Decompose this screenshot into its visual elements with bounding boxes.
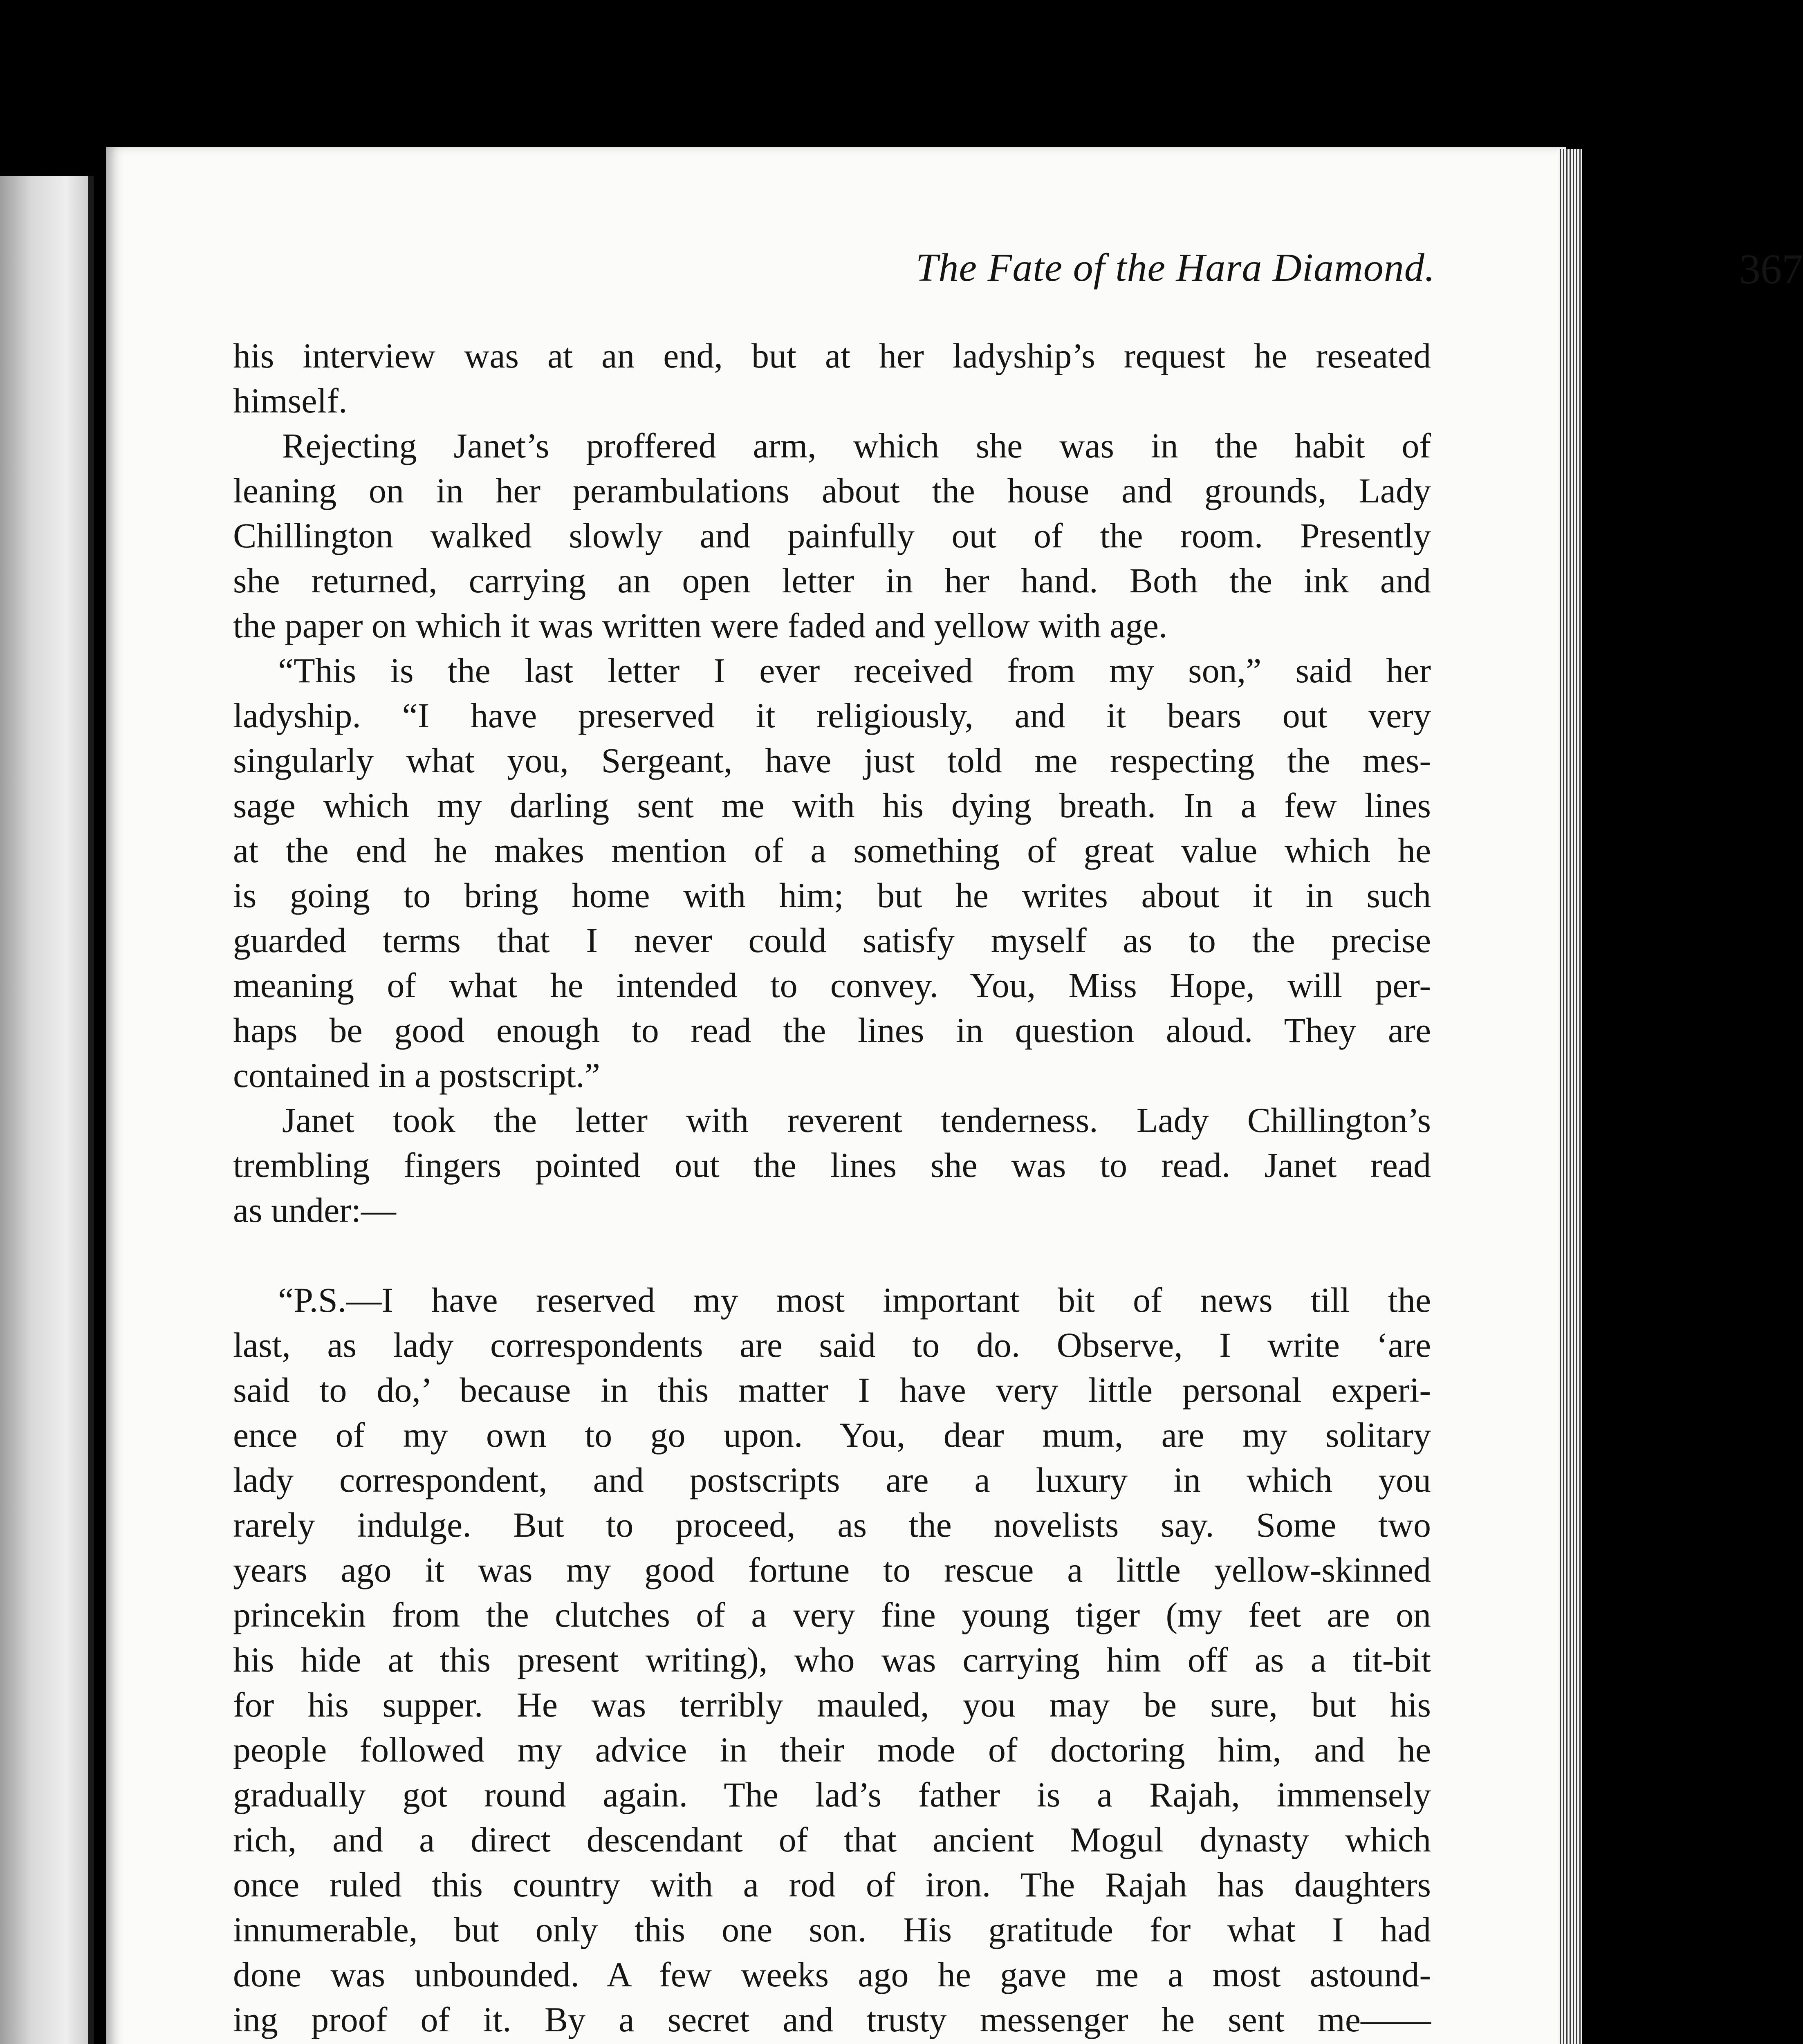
text-line: for his supper. He was terribly mauled, you may be sure, but his <box>233 1685 1431 1724</box>
text-line: is going to bring home with him; but he writes about it in such <box>233 876 1431 915</box>
text-line: as under:— <box>233 1190 396 1230</box>
text-line: guarded terms that I never could satisfy myself as to the precise <box>233 921 1431 960</box>
text-line: ing proof of it. By a secret and trusty messenger he sent me—— <box>233 2000 1431 2039</box>
text-line: sage which my darling sent me with his dying breath. In a few lines <box>233 786 1431 825</box>
text-line: leaning on in her perambulations about the house and grounds, Lady <box>233 471 1431 510</box>
text-line: princekin from the clutches of a very fine young tiger (my feet are on <box>233 1595 1431 1634</box>
text-line: ence of my own to go upon. You, dear mum, are my solitary <box>233 1415 1431 1455</box>
text-line: last, as lady correspondents are said to do. Observe, I write ‘are <box>233 1325 1431 1365</box>
text-line: rich, and a direct descendant of that ancient Mogul dynasty which <box>233 1820 1431 1859</box>
text-line: years ago it was my good fortune to rescue a little yellow-skinned <box>233 1550 1431 1589</box>
text-line: ladyship. “I have preserved it religiously, and it bears out very <box>233 696 1431 735</box>
text-line: at the end he makes mention of a something of great value which he <box>233 831 1431 870</box>
page-number: 367 <box>1739 246 1803 293</box>
left-page-edge <box>0 176 94 2044</box>
text-line: once ruled this country with a rod of iron. The Rajah has daughters <box>233 1865 1431 1904</box>
page-stack-edge <box>1558 149 1582 2044</box>
text-line: people followed my advice in their mode of doctoring him, and he <box>233 1730 1431 1769</box>
text-line: trembling fingers pointed out the lines she was to read. Janet read <box>233 1145 1431 1185</box>
text-line: Janet took the letter with reverent tenderness. Lady Chillington’s <box>282 1100 1431 1140</box>
text-line: haps be good enough to read the lines in question aloud. They are <box>233 1011 1431 1050</box>
text-line: she returned, carrying an open letter in her hand. Both the ink and <box>233 561 1431 600</box>
text-line: himself. <box>233 381 348 420</box>
body-text <box>233 333 1431 2044</box>
text-line <box>233 2042 1431 2044</box>
text-line: his hide at this present writing), who was carrying him off as a tit-bit <box>233 1640 1431 1679</box>
text-line: Rejecting Janet’s proffered arm, which she was in the habit of <box>282 426 1431 465</box>
text-line: his interview was at an end, but at her ladyship’s request he reseated <box>233 336 1431 375</box>
paragraph-gap <box>233 1233 1431 1278</box>
text-line: Chillington walked slowly and painfully out of the room. Presently <box>233 516 1431 555</box>
running-head <box>523 243 1803 292</box>
text-line: rarely indulge. But to proceed, as the novelists say. Some two <box>233 1505 1431 1544</box>
text-line: “P.S.—I have reserved my most important bit of news till the <box>278 1280 1431 1320</box>
text-line: lady correspondent, and postscripts are a luxury in which you <box>233 1460 1431 1499</box>
running-title: The Fate of the Hara Diamond. <box>916 246 1435 290</box>
text-line: innumerable, but only this one son. His gratitude for what I had <box>233 1910 1431 1949</box>
text-line: done was unbounded. A few weeks ago he gave me a most astound- <box>233 1955 1431 1994</box>
text-line: “This is the last letter I ever received from my son,” said her <box>278 651 1431 690</box>
text-line: said to do,’ because in this matter I have very little personal experi- <box>233 1370 1431 1410</box>
text-line: singularly what you, Sergeant, have just told me respecting the mes- <box>233 741 1431 780</box>
text-line: gradually got round again. The lad’s father is a Rajah, immensely <box>233 1775 1431 1814</box>
text-line: meaning of what he intended to convey. You, Miss Hope, will per- <box>233 966 1431 1005</box>
text-line: contained in a postscript.” <box>233 1056 600 1095</box>
text-line: the paper on which it was written were faded and yellow with age. <box>233 606 1168 645</box>
